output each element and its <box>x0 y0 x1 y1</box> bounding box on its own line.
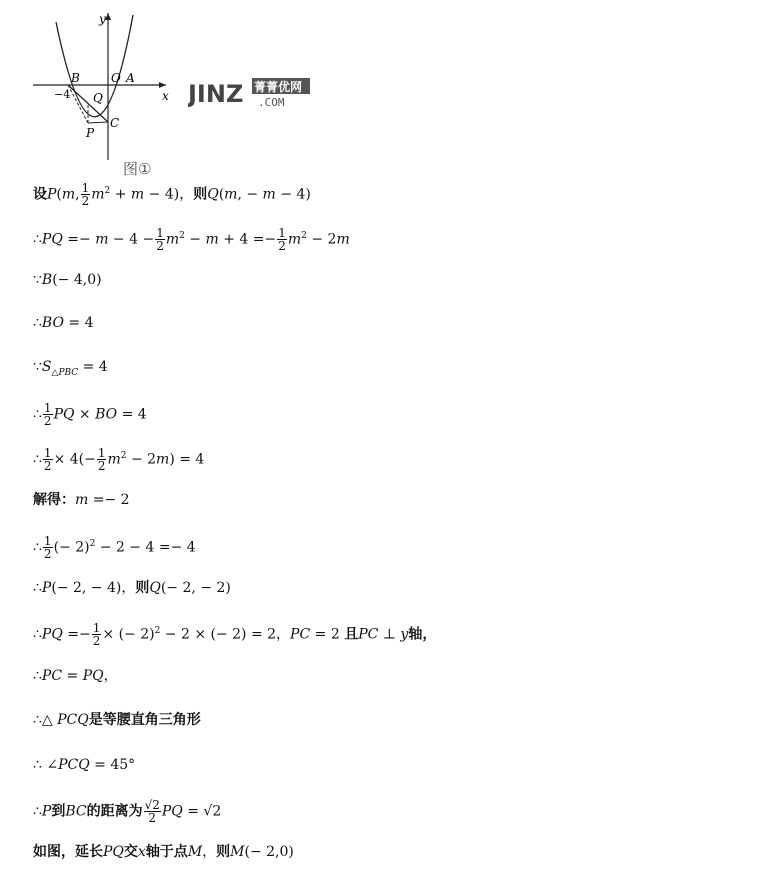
svg-text:−4: −4 <box>54 88 71 101</box>
svg-text:JINZ: JINZ <box>188 80 244 108</box>
solution-line-5: $\because S_{\triangle PBC} = 4$ <box>33 359 108 378</box>
svg-text:C: C <box>110 116 120 130</box>
svg-text:x: x <box>162 89 169 103</box>
parabola-figure <box>28 10 188 178</box>
solution-line-13: ∴△ PCQ是等腰直角三角形 <box>33 712 201 728</box>
solution-line-14: ∴ ∠PCQ = 45° <box>33 757 136 773</box>
solution-line-3: ∵B(− 4,0) <box>33 272 102 288</box>
solution-line-4: ∴BO = 4 <box>33 315 94 331</box>
svg-text:O: O <box>111 71 121 85</box>
solution-line-1: 设P(m, $\frac{1}{2}$ $m^2 + m - 4$)，则Q(m, − m − 4) <box>33 181 311 209</box>
watermark-logo <box>188 76 318 110</box>
solution-line-6: ∴ $\frac{1}{2}$ PQ × BO = 4 <box>33 401 147 428</box>
figure-caption: 图① <box>123 160 152 178</box>
svg-text:Q: Q <box>93 91 103 105</box>
solution-line-10: ∴P(− 2, − 4)，则Q(− 2, − 2) <box>33 580 231 596</box>
solution-line-15: ∴P到BC的距离为 $\frac{√2}{2}$ PQ = √2 <box>33 798 222 825</box>
svg-text:y: y <box>99 12 106 26</box>
svg-text:B: B <box>71 71 80 85</box>
solution-line-7: ∴ $\frac{1}{2}$ × 4(− $\frac{1}{2}$ $m^2 - 2m) = 4$ <box>33 446 205 474</box>
solution-line-9: ∴ $\frac{1}{2}$ (− 2)$^2$ − 2 − 4 =− 4 <box>33 534 196 562</box>
svg-text:P: P <box>86 126 95 140</box>
solution-line-2: ∴PQ =− m − 4 − $\frac{1}{2}$ $m^2 - m + 4$ =− $\frac{1}{2}$ $m^2 - 2m$ <box>33 226 350 254</box>
svg-text:.COM: .COM <box>258 96 285 109</box>
solution-line-16: 如图，延长PQ交x轴于点M，则M(− 2,0) <box>33 844 294 860</box>
svg-text:A: A <box>126 71 135 85</box>
solution-line-11: ∴PQ =− $\frac{1}{2}$ × (− 2)$^2$ − 2 × (− 2) = 2，PC = 2 且PC ⊥ y轴， <box>33 621 437 649</box>
solution-line-8: 解得：m =− 2 <box>33 492 130 508</box>
svg-text:菁菁优网: 菁菁优网 <box>254 80 303 94</box>
solution-line-12: ∴PC = PQ， <box>33 668 118 684</box>
